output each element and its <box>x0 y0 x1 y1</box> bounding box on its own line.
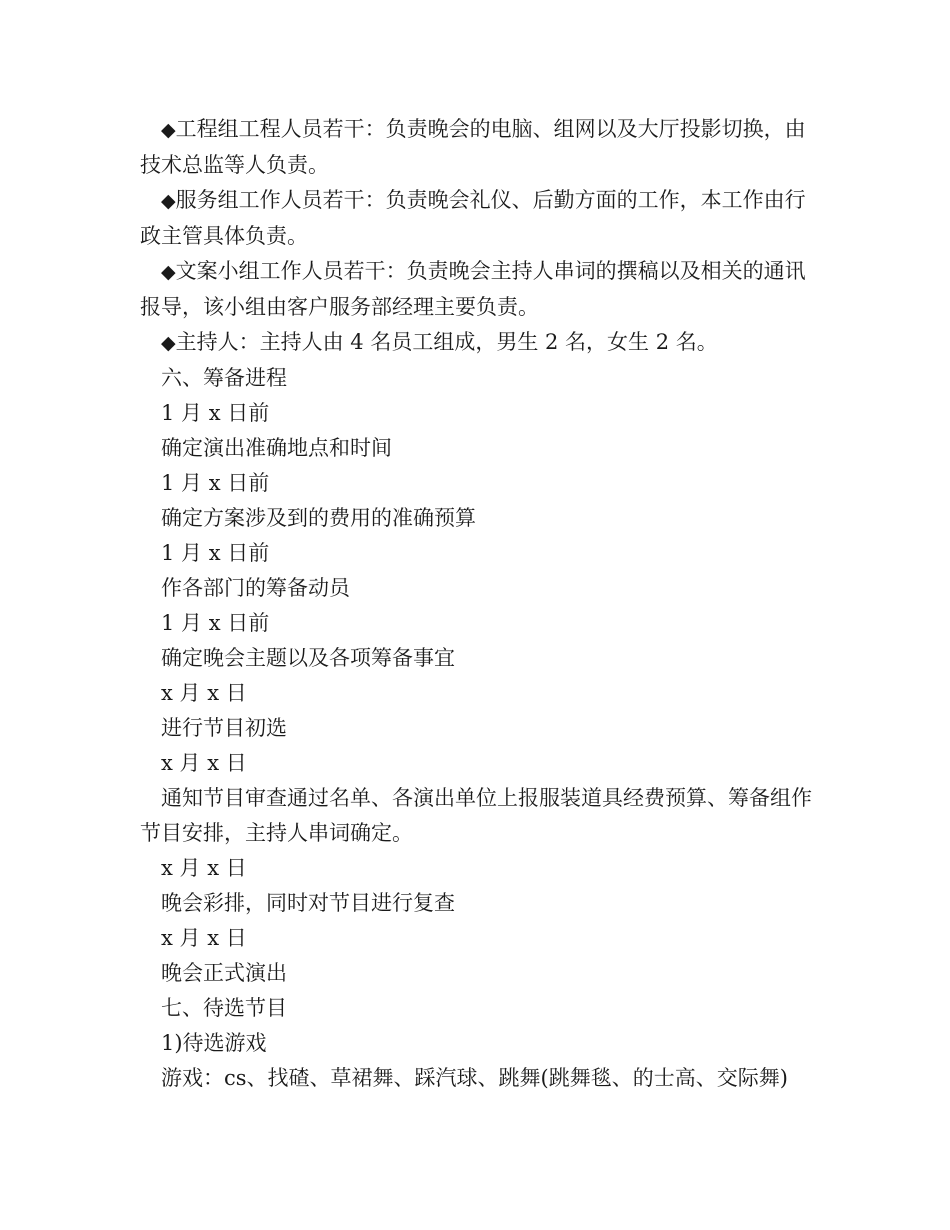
timeline-date: 1 月 x 日前 <box>161 541 270 565</box>
timeline-task: 晚会正式演出 <box>161 961 287 985</box>
timeline-task: 作各部门的筹备动员 <box>161 576 350 600</box>
section-heading-preparation: 六、筹备进程 <box>161 366 287 390</box>
games-list: 游戏：cs、找碴、草裙舞、踩汽球、跳舞(跳舞毯、的士高、交际舞) <box>161 1066 788 1090</box>
diamond-bullet-icon: ◆ <box>161 119 176 141</box>
bullet-engineering <box>140 112 820 183</box>
timeline-task: 通知节目审查通过名单、各演出单位上报服装道具经费预算、筹备组作节目安排，主持人串词确定。 <box>140 786 812 845</box>
timeline-task: 确定晚会主题以及各项筹备事宜 <box>161 646 455 670</box>
bullet-hosts <box>140 325 820 361</box>
bullet-text: 文案小组工作人员若干：负责晚会主持人串词的撰稿以及相关的通讯报导，该小组由客户服务部经理主要负责。 <box>140 259 806 319</box>
timeline-date: x 月 x 日 <box>161 681 247 705</box>
timeline-date: x 月 x 日 <box>161 856 247 880</box>
timeline-task: 确定方案涉及到的费用的准确预算 <box>161 506 476 530</box>
timeline-date: 1 月 x 日前 <box>161 611 270 635</box>
document-body <box>140 112 820 1096</box>
timeline-date: 1 月 x 日前 <box>161 401 270 425</box>
bullet-text: 工程组工程人员若干：负责晚会的电脑、组网以及大厅投影切换，由技术总监等人负责。 <box>140 117 806 177</box>
timeline-date: x 月 x 日 <box>161 751 247 775</box>
section-heading-programs: 七、待选节目 <box>161 996 287 1020</box>
diamond-bullet-icon: ◆ <box>161 261 176 283</box>
timeline-task: 确定演出准确地点和时间 <box>161 436 392 460</box>
diamond-bullet-icon: ◆ <box>161 332 176 354</box>
diamond-bullet-icon: ◆ <box>161 190 176 212</box>
bullet-text: 服务组工作人员若干：负责晚会礼仪、后勤方面的工作，本工作由行政主管具体负责。 <box>140 188 806 248</box>
subheading-games: 1)待选游戏 <box>161 1031 267 1055</box>
bullet-text: 主持人：主持人由 4 名员工组成，男生 2 名，女生 2 名。 <box>175 330 718 354</box>
timeline-task: 晚会彩排，同时对节目进行复查 <box>161 891 455 915</box>
bullet-service <box>140 183 820 254</box>
bullet-copywriting <box>140 254 820 325</box>
timeline-task: 进行节目初选 <box>161 716 287 740</box>
timeline-date: 1 月 x 日前 <box>161 471 270 495</box>
timeline-date: x 月 x 日 <box>161 926 247 950</box>
